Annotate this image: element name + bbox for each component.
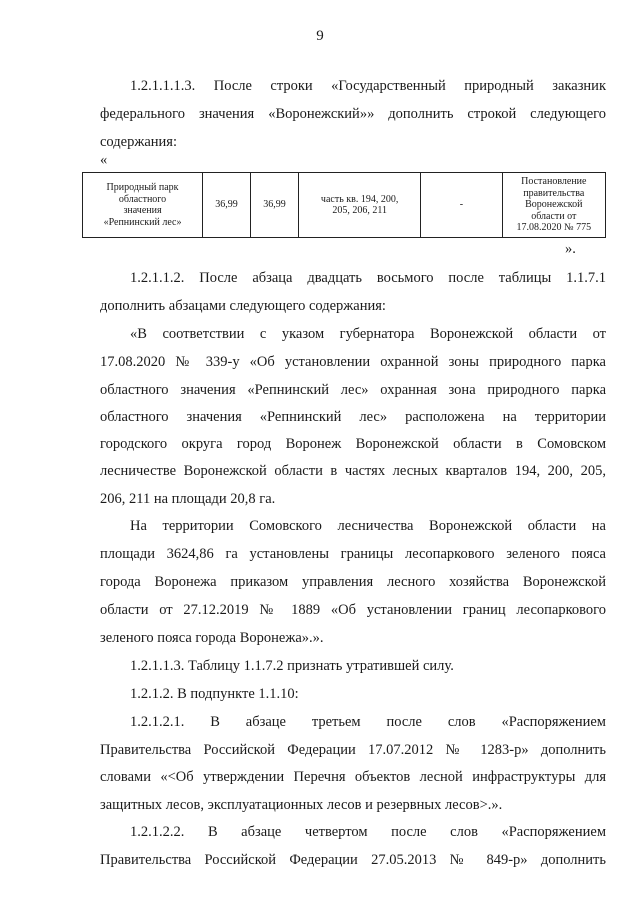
paragraph-line: области от 27.12.2019 № 1889 «Об установлении границ лесопаркового — [100, 602, 606, 618]
paragraph-line: 1.2.1.2.2. В абзаце четвертом после слов «Распоряжением — [130, 824, 606, 840]
paragraph-line: площади 3624,86 га установлены границы лесопаркового зеленого пояса — [100, 546, 606, 562]
paragraph-line: города Воронежа приказом управления лесного хозяйства Воронежской — [100, 574, 606, 590]
table-cell-area: 36,99 — [203, 173, 251, 238]
paragraph-line: 1.2.1.2. В подпункте 1.1.10: — [130, 686, 299, 702]
table-cell-location: часть кв. 194, 200, 205, 206, 211 — [299, 173, 421, 238]
paragraph-line: лесничестве Воронежской области в частях лесных кварталов 194, 200, 205, — [100, 463, 606, 479]
paragraph-line: областного значения «Репнинский лес» охранная зона природного парка — [100, 382, 606, 398]
paragraph-line: областного значения «Репнинский лес» расположена на территории — [100, 409, 606, 425]
paragraph-line: 1.2.1.2.1. В абзаце третьем после слов «Распоряжением — [130, 714, 606, 730]
paragraph-line: словами «<Об утверждении Перечня объектов лесной инфраструктуры для — [100, 769, 606, 785]
paragraph-line: зеленого пояса города Воронежа».». — [100, 630, 324, 646]
close-quote: ». — [565, 241, 576, 257]
paragraph-line: 1.2.1.1.1.3. После строки «Государственный природный заказник — [130, 78, 606, 94]
open-quote: « — [100, 152, 108, 168]
paragraph-line: Правительства Российской Федерации 17.07.2012 № 1283-р» дополнить — [100, 742, 606, 758]
paragraph-line: 1.2.1.1.2. После абзаца двадцать восьмого после таблицы 1.1.7.1 — [130, 270, 606, 286]
paragraph-line: федерального значения «Воронежский»» дополнить строкой следующего — [100, 106, 606, 122]
table-row — [83, 173, 606, 238]
paragraph-line: содержания: — [100, 134, 178, 150]
paragraph-line: 17.08.2020 № 339-у «Об установлении охранной зоны природного парка — [100, 354, 606, 370]
page-number: 9 — [316, 28, 324, 44]
table-cell-document: Постановление правительства Воронежской области от 17.08.2020 № 775 — [502, 173, 605, 238]
table-cell-area: 36,99 — [251, 173, 299, 238]
table-cell-name: Природный парк областного значения «Репнинский лес» — [83, 173, 203, 238]
paragraph-line: На территории Сомовского лесничества Воронежской области на — [130, 518, 606, 534]
paragraph-line: Правительства Российской Федерации 27.05.2013 № 849-р» дополнить — [100, 852, 606, 868]
paragraph-line: городского округа город Воронеж Воронежской области в Сомовском — [100, 436, 606, 452]
insert-table — [82, 172, 606, 238]
paragraph-line: защитных лесов, эксплуатационных лесов и резервных лесов>.». — [100, 797, 503, 813]
paragraph-line: «В соответствии с указом губернатора Воронежской области от — [130, 326, 606, 342]
paragraph-line: 206, 211 на площади 20,8 га. — [100, 491, 276, 507]
paragraph-line: 1.2.1.1.3. Таблицу 1.1.7.2 признать утратившей силу. — [130, 658, 454, 674]
paragraph-line: дополнить абзацами следующего содержания: — [100, 298, 386, 314]
table-cell-dash: - — [421, 173, 502, 238]
